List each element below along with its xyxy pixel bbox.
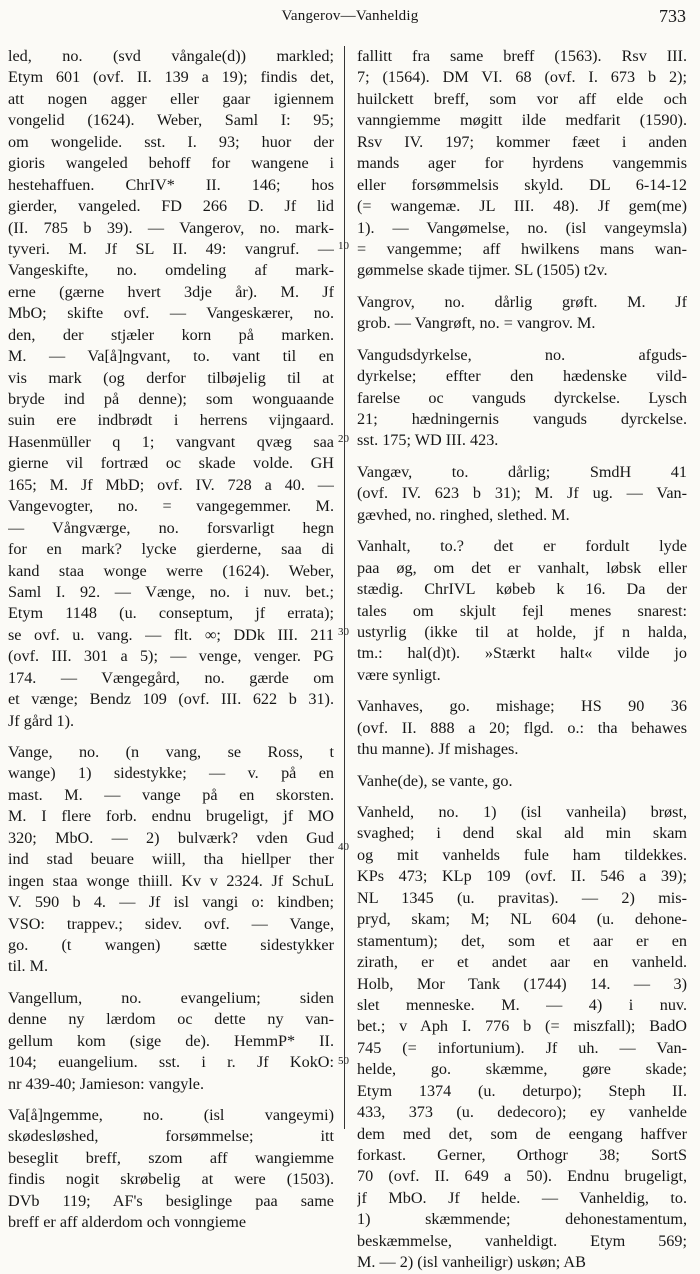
text-line: dyrkelse; effter den hædenske vild- bbox=[357, 367, 687, 386]
text-line: skødesløshed, forsømmelse; itt bbox=[8, 1127, 334, 1146]
text-line: mast. M. — vange på en skorsten. bbox=[8, 785, 334, 804]
text-line: att nogen agger eller gaar igiennem bbox=[8, 89, 334, 108]
text-line: Hasenmüller q 1; vangvant qvæg saa bbox=[8, 432, 334, 451]
text-line: KPs 473; KLp 109 (ovf. II. 546 a 39); bbox=[357, 867, 687, 886]
column-divider bbox=[344, 46, 345, 1129]
text-line: (ovf. IV. 623 b 31); M. Jf ug. — Van- bbox=[357, 484, 687, 503]
text-line: Saml I. 92. — Vænge, no. i nuv. bet.; bbox=[8, 582, 334, 601]
text-line: V. 590 b 4. — Jf isl vangi o: kindben; bbox=[8, 893, 334, 912]
text-line: Vangeskifte, no. omdeling af mark- bbox=[8, 261, 334, 280]
text-line: 7; (1564). DM VI. 68 (ovf. I. 673 b 2); bbox=[357, 68, 687, 87]
text-line: NL 1345 (u. pravitas). — 2) mis- bbox=[357, 888, 687, 907]
text-line: gellum kom (sige de). HemmP* II. bbox=[8, 1031, 334, 1050]
text-line: ind stad beuare wiill, tha hiellper ther bbox=[8, 850, 334, 869]
line-number-50: 50 bbox=[338, 1055, 349, 1067]
text-line: (ovf. II. 888 a 20; flgd. o.: tha behawes bbox=[357, 718, 687, 737]
text-line: 165; M. Jf MbD; ovf. IV. 728 a 40. — bbox=[8, 475, 334, 494]
text-line: breff er aff alderdom och vonngieme bbox=[8, 1213, 247, 1232]
paragraph-gap bbox=[8, 978, 334, 988]
text-line: Vangevogter, no. = vangegemmer. M. bbox=[8, 497, 334, 516]
text-line: Etym 1374 (u. deturpo); Steph II. bbox=[357, 1081, 687, 1100]
text-line: thu manne). Jf mishages. bbox=[357, 740, 519, 759]
text-line: M. I flere forb. endnu brugeligt, jf MO bbox=[8, 807, 334, 826]
text-line: denne ny lærdom oc dette ny van- bbox=[8, 1010, 334, 1029]
text-line: 1). — Vangømelse, no. (isl vangeymsla) bbox=[357, 218, 687, 237]
text-line: 433, 373 (u. dedecoro); ey vanhelde bbox=[357, 1103, 687, 1122]
text-line: 320; MbO. — 2) bulværk? vden Gud bbox=[8, 828, 334, 847]
text-line: dem med det, som de eengang haffver bbox=[357, 1124, 687, 1143]
text-line: et vænge; Bendz 109 (ovf. III. 622 b 31). bbox=[8, 690, 334, 709]
text-line: gioris wangeled behoff for wangene i bbox=[8, 154, 334, 173]
text-line: om wongelide. sst. I. 93; huor der bbox=[8, 132, 334, 151]
text-line: led, no. (svd vångale(d)) markled; bbox=[8, 47, 334, 65]
text-line: Vanhaves, go. mishage; HS 90 36 bbox=[357, 697, 687, 716]
text-line: grob. — Vangrøft, no. = vangrov. M. bbox=[357, 314, 596, 333]
paragraph-gap bbox=[357, 526, 687, 536]
paragraph-gap bbox=[357, 761, 687, 771]
text-line: Vangæv, to. dårlig; SmdH 41 bbox=[357, 462, 687, 481]
text-line: til. M. bbox=[8, 957, 49, 976]
text-line: Holb, Mor Tank (1744) 14. — 3) bbox=[357, 974, 687, 993]
paragraph-gap bbox=[8, 732, 334, 742]
text-line: Vangellum, no. evangelium; siden bbox=[8, 988, 334, 1007]
text-line: tyveri. M. Jf SL II. 49: vangruf. — bbox=[8, 239, 334, 258]
page-number: 733 bbox=[659, 6, 686, 26]
text-line: zirath, er et andet aar en vanheld. bbox=[357, 953, 687, 972]
text-line: 174. — Vængegård, no. gærde om bbox=[8, 668, 334, 687]
text-line: eller forsømmelsis skyld. DL 6-14-12 bbox=[357, 175, 687, 194]
text-line: den, der stjæler korn på marken. bbox=[8, 325, 334, 344]
text-line: DVb 119; AF's besiglinge paa same bbox=[8, 1191, 334, 1210]
text-line: og mit vanhelds fule ham tildekkes. bbox=[357, 845, 687, 864]
text-line: vanngiemme møgitt ilde medfarit (1590). bbox=[357, 111, 687, 130]
text-line: nr 439-40; Jamieson: vangyle. bbox=[8, 1074, 205, 1093]
text-line: beskæmmelse, vanheldigt. Etym 569; bbox=[357, 1231, 687, 1250]
text-line: (ovf. III. 301 a 5); — venge, venger. PG bbox=[8, 647, 334, 666]
paragraph-gap bbox=[357, 335, 687, 345]
line-number-20: 20 bbox=[338, 433, 349, 445]
text-line: svaghed; i dend skal ald min skam bbox=[357, 824, 687, 843]
text-line: vongelid (1624). Weber, Saml I: 95; bbox=[8, 111, 334, 130]
text-line: vis mark (og derfor tilbøjelig til at bbox=[8, 368, 334, 387]
text-line: fallitt fra same breff (1563). Rsv III. bbox=[357, 47, 687, 65]
paragraph-gap bbox=[357, 792, 687, 802]
text-line: kand staa wonge werre (1624). Weber, bbox=[8, 561, 334, 580]
text-line: ingen staa wonge thiill. Kv v 2324. Jf SchuL bbox=[8, 871, 334, 890]
text-line: = vangemme; aff hwilkens mans wan- bbox=[357, 239, 687, 258]
text-line: tales om skjult fejl menes snarest: bbox=[357, 601, 687, 620]
text-line: Vange, no. (n vang, se Ross, t bbox=[8, 743, 334, 761]
text-line: Vanheld, no. 1) (isl vanheila) brøst, bbox=[357, 803, 687, 821]
text-line: findis nogit skrøbelig at were (1503). bbox=[8, 1170, 334, 1189]
page-header bbox=[0, 6, 700, 32]
text-line: være synligt. bbox=[357, 665, 441, 684]
text-line: gierder, vangeled. FD 266 D. Jf lid bbox=[8, 197, 334, 216]
text-line: Etym 1148 (u. conseptum, jf errata); bbox=[8, 604, 334, 623]
text-line: wange) 1) sidestykke; — v. på en bbox=[8, 764, 334, 783]
text-line: 745 (= infortunium). Jf uh. — Van- bbox=[357, 1038, 687, 1057]
text-line: se ovf. u. vang. — flt. ∞; DDk III. 211 bbox=[8, 625, 334, 644]
running-head: Vangerov—Vanheldig bbox=[281, 8, 419, 24]
text-line: Vanhalt, to.? det er fordult lyde bbox=[357, 537, 687, 556]
text-line: MbO; skifte ovf. — Vangeskærer, no. bbox=[8, 304, 334, 323]
line-number-30: 30 bbox=[338, 626, 349, 638]
text-line: farelse oc vanguds dyrckelse. Lysch bbox=[357, 388, 687, 407]
text-line: hestehaffuen. ChrIV* II. 146; hos bbox=[8, 175, 334, 194]
text-line: Vanhe(de), se vante, go. bbox=[357, 771, 513, 790]
text-line: Etym 601 (ovf. II. 139 a 19); findis det, bbox=[8, 68, 334, 87]
right-column bbox=[357, 46, 687, 1274]
text-line: gømmelse skade tijmer. SL (1505) t2v. bbox=[357, 261, 608, 280]
text-line: go. (t wangen) sætte sidestykker bbox=[8, 935, 334, 954]
paragraph-gap bbox=[357, 686, 687, 696]
text-line: Jf gård 1). bbox=[8, 711, 75, 730]
text-line: 21; hædningernis vanguds dyrckelse. bbox=[357, 410, 687, 428]
text-line: Vangudsdyrkelse, no. afguds- bbox=[357, 345, 687, 364]
paragraph-gap bbox=[357, 452, 687, 462]
text-line: tm.: hal(d)t). »Stærkt halt« vilde jo bbox=[357, 644, 687, 663]
text-line: paa øg, om det er vanhalt, løbsk eller bbox=[357, 558, 687, 577]
text-line: gævhed, no. ringhed, slethed. M. bbox=[357, 505, 570, 524]
text-line: for en mark? lycke gierderne, saa di bbox=[8, 540, 334, 559]
text-line: 70 (ovf. II. 649 a 50). Endnu brugeligt, bbox=[357, 1167, 687, 1186]
text-line: forkast. Gerner, Orthogr 38; SortS bbox=[357, 1146, 687, 1164]
text-line: 104; euangelium. sst. i r. Jf KokO: bbox=[8, 1053, 334, 1072]
text-line: (II. 785 b 39). — Vangerov, no. mark- bbox=[8, 218, 334, 237]
text-line: slet menneske. M. — 4) i nuv. bbox=[357, 995, 687, 1014]
text-line: M. — Va[å]ngvant, to. vant til en bbox=[8, 347, 334, 366]
left-column bbox=[8, 46, 334, 1234]
text-line: VSO: trappev.; sidev. ovf. — Vange, bbox=[8, 914, 334, 933]
text-line: — Vångværge, no. forsvarligt hegn bbox=[8, 518, 334, 537]
text-line: sst. 175; WD III. 423. bbox=[357, 431, 499, 450]
text-line: Vangrov, no. dårlig grøft. M. Jf bbox=[357, 292, 687, 311]
text-line: stædig. ChrIVL købeb k 16. Da der bbox=[357, 580, 687, 599]
text-line: ustyrlig (ikke til at holde, jf n halda, bbox=[357, 622, 687, 641]
text-line: gierne vil fortræd oc skade volde. GH bbox=[8, 454, 334, 473]
paragraph-gap bbox=[8, 1095, 334, 1105]
text-line: M. — 2) (isl vanheiligr) uskøn; AB bbox=[357, 1253, 586, 1272]
paragraph-gap bbox=[357, 282, 687, 292]
line-number-10: 10 bbox=[338, 240, 349, 252]
text-line: suin ere indbrødt i herrens vijngaard. bbox=[8, 411, 334, 430]
text-line: stamentum); det, som et aar er en bbox=[357, 931, 687, 950]
text-line: mands ager for hyrdens vangemmis bbox=[357, 154, 687, 173]
text-line: erne (gærne hvert 3dje år). M. Jf bbox=[8, 282, 334, 301]
text-line: bet.; v Aph I. 776 b (= miszfall); BadO bbox=[357, 1017, 687, 1036]
text-line: Rsv IV. 197; kommer fæet i anden bbox=[357, 132, 687, 151]
text-line: helde, go. skæmme, gøre skade; bbox=[357, 1060, 687, 1079]
text-line: pryd, skam; M; NL 604 (u. dehone- bbox=[357, 910, 687, 929]
text-line: jf MbO. Jf helde. — Vanheldig, to. bbox=[357, 1188, 687, 1207]
text-line: 1) skæmmende; dehonestamentum, bbox=[357, 1210, 687, 1229]
text-line: Va[å]ngemme, no. (isl vangeymi) bbox=[8, 1106, 334, 1124]
line-number-40: 40 bbox=[338, 841, 349, 853]
text-line: huilckett breff, som vor aff elde och bbox=[357, 89, 687, 108]
text-line: bryde ind på denne); som wonguaande bbox=[8, 390, 334, 408]
text-line: beseglit breff, szom aff wangiemme bbox=[8, 1148, 334, 1167]
text-line: (= wangemæ. JL III. 48). Jf gem(me) bbox=[357, 197, 687, 216]
